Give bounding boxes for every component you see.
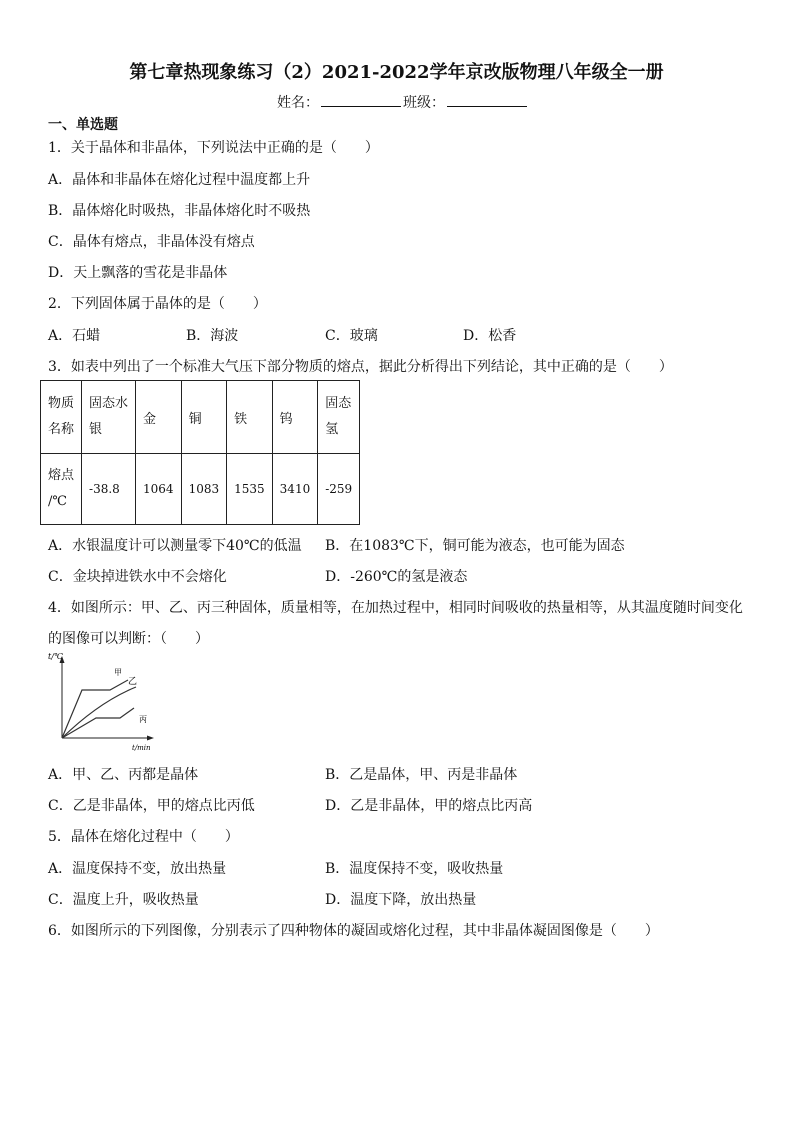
q2-option-b: B．海波	[186, 328, 239, 344]
q3-option-b: B．在1083℃下，铜可能为液态，也可能为固态	[325, 538, 625, 554]
q5-option-c: C．温度上升，吸收热量	[48, 892, 199, 908]
q1-option-c: C．晶体有熔点，非晶体没有熔点	[48, 234, 255, 250]
q3-option-a: A．水银温度计可以测量零下40℃的低温	[48, 538, 302, 554]
substance-cell	[272, 381, 318, 454]
q4-option-c: C．乙是非晶体，甲的熔点比丙低	[48, 798, 255, 814]
cell-line: 银	[89, 422, 103, 437]
cell-line: 铜	[188, 411, 202, 427]
q5-option-b: B．温度保持不变，吸收热量	[325, 861, 504, 877]
q3-option-c: C．金块掉进铁水中不会熔化	[48, 569, 227, 585]
substance-cell	[136, 381, 182, 454]
cell-line: 固态水	[89, 396, 129, 411]
melting-point-cell: 3410	[272, 454, 318, 525]
student-info	[277, 92, 529, 112]
question-6-stem: 6．如图所示的下列图像，分别表示了四种物体的凝固或熔化过程，其中非晶体凝固图像是（ ）	[48, 923, 659, 939]
q2-option-d: D．松香	[463, 328, 517, 344]
y-axis-label: t/℃	[48, 652, 63, 661]
name-blank	[321, 93, 401, 107]
question-2-stem: 2．下列固体属于晶体的是（ ）	[48, 296, 267, 312]
q3-option-d: D．-260℃的氢是液态	[325, 569, 468, 585]
cell-line: 氢	[325, 422, 339, 437]
substance-cell	[82, 381, 136, 454]
q1-option-b: B．晶体熔化时吸热，非晶体熔化时不吸热	[48, 203, 311, 219]
q4-option-b: B．乙是晶体，甲、丙是非晶体	[325, 767, 518, 783]
cell-line: 物质	[48, 396, 75, 411]
q1-option-a: A．晶体和非晶体在熔化过程中温度都上升	[48, 172, 311, 188]
substance-cell	[181, 381, 227, 454]
cell-line: 名称	[48, 422, 75, 437]
x-axis-label: t/min	[132, 744, 151, 752]
page-title: 第七章热现象练习（2）2021-2022学年京改版物理八年级全一册	[129, 62, 664, 83]
table-header-cell	[41, 381, 82, 454]
q4-option-d: D．乙是非晶体，甲的熔点比丙高	[325, 798, 533, 814]
table-header-cell	[41, 454, 82, 525]
q2-option-c: C．玻璃	[325, 328, 378, 344]
cell-line: 金	[143, 411, 157, 427]
x-axis-arrow	[147, 736, 154, 741]
table-row	[41, 454, 360, 525]
table-row	[41, 381, 360, 454]
q5-option-a: A．温度保持不变，放出热量	[48, 861, 227, 877]
q4-option-a: A．甲、乙、丙都是晶体	[48, 767, 199, 783]
cell-line: 钨	[279, 411, 293, 427]
q2-option-a: A．石蜡	[48, 328, 101, 344]
temperature-time-graph	[44, 650, 159, 755]
cell-line: /℃	[48, 494, 67, 509]
question-4-stem-cont: 的图像可以判断：（ ）	[48, 631, 209, 647]
substance-cell	[227, 381, 273, 454]
cell-line: 固态	[325, 396, 352, 411]
question-5-stem: 5．晶体在熔化过程中（ ）	[48, 829, 239, 845]
melting-point-cell: 1535	[227, 454, 273, 525]
melting-point-cell: 1083	[181, 454, 227, 525]
section-heading: 一、单选题	[48, 117, 118, 133]
curve-label-jia: 甲	[114, 668, 122, 677]
melting-point-cell: 1064	[136, 454, 182, 525]
melting-point-cell: -38.8	[82, 454, 136, 525]
class-label: 班级：	[403, 95, 445, 111]
melting-point-table	[40, 380, 360, 525]
class-blank	[447, 93, 527, 107]
substance-cell	[318, 381, 360, 454]
curve-label-yi: 乙	[128, 677, 138, 687]
cell-line: 熔点	[48, 468, 75, 483]
question-3-stem: 3．如表中列出了一个标准大气压下部分物质的熔点，据此分析得出下列结论，其中正确的是（ ）	[48, 359, 673, 375]
question-4-stem: 4．如图所示：甲、乙、丙三种固体，质量相等，在加热过程中，相同时间吸收的热量相等，从其温度随时间变化	[48, 600, 743, 616]
q1-option-d: D．天上飘落的雪花是非晶体	[48, 265, 228, 281]
name-label: 姓名：	[277, 95, 319, 111]
melting-point-cell: -259	[318, 454, 360, 525]
curve-label-bing: 丙	[139, 715, 147, 724]
cell-line: 铁	[234, 411, 248, 427]
q5-option-d: D．温度下降，放出热量	[325, 892, 477, 908]
question-1-stem: 1．关于晶体和非晶体，下列说法中正确的是（ ）	[48, 140, 379, 156]
